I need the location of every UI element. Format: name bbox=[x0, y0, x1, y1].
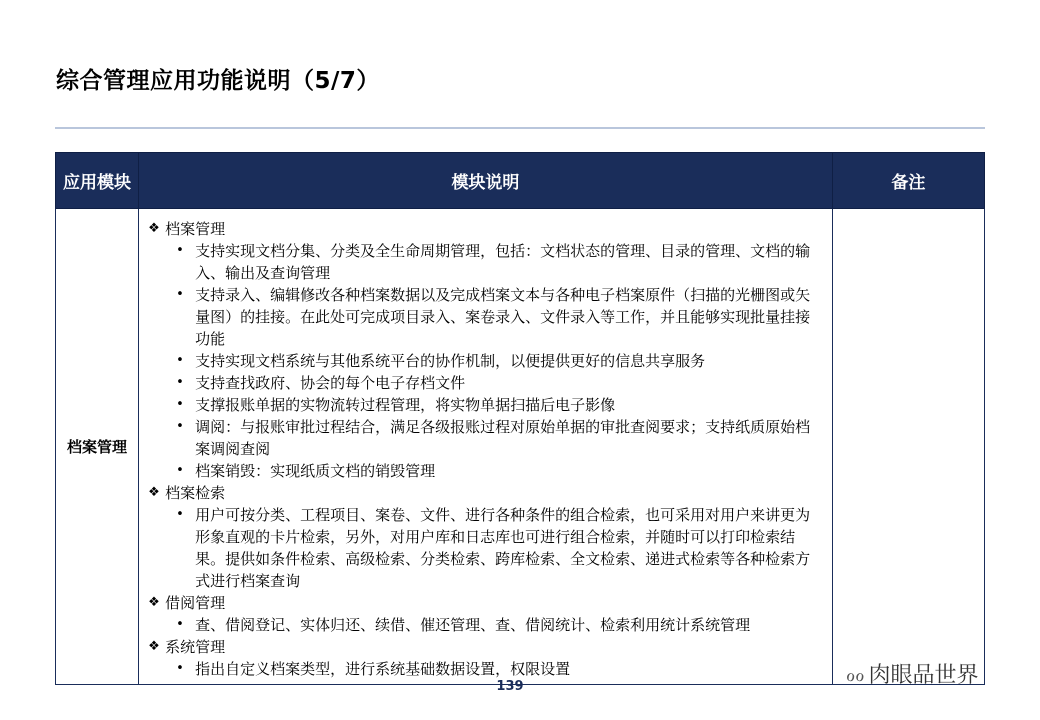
bullet-dot-icon: • bbox=[176, 463, 184, 478]
section-heading bbox=[148, 636, 822, 658]
section-heading-text: 档案检索 bbox=[165, 484, 226, 502]
list-item bbox=[176, 614, 822, 636]
diamond-bullet-icon: ❖ bbox=[148, 595, 160, 610]
bullet-dot-icon: • bbox=[176, 397, 184, 412]
diamond-bullet-icon: ❖ bbox=[148, 221, 160, 236]
diamond-bullet-icon: ❖ bbox=[148, 639, 160, 654]
list-item-text: 档案销毁：实现纸质文档的销毁管理 bbox=[195, 462, 436, 480]
bullet-list bbox=[148, 504, 822, 592]
list-item bbox=[176, 372, 822, 394]
section-heading-text: 系统管理 bbox=[165, 638, 226, 656]
watermark-text: 肉眼品世界 bbox=[868, 663, 979, 688]
bullet-list bbox=[148, 614, 822, 636]
list-item-text: 支持实现文档系统与其他系统平台的协作机制，以便提供更好的信息共享服务 bbox=[195, 352, 706, 370]
watermark bbox=[846, 658, 979, 689]
list-item-text: 用户可按分类、工程项目、案卷、文件、进行各种条件的组合检索，也可采用对用户来讲更为形象直观的卡片检索，另外，对用户库和日志库也可进行组合检索，并随时可以打印检索结果。提供如条件检索、高级检索、分类检索、跨库检索、全文检索、递进式检索等各种检索方式进行档案查询 bbox=[195, 506, 811, 590]
bullet-list bbox=[148, 658, 822, 680]
section-heading-text: 档案管理 bbox=[165, 220, 226, 238]
list-item-text: 支持录入、编辑修改各种档案数据以及完成档案文本与各种电子档案原件（扫描的光栅图或矢量图）的挂接。在此处可完成项目录入、案卷录入、文件录入等工作，并且能够实现批量挂接功能 bbox=[195, 286, 811, 348]
bullet-dot-icon: • bbox=[176, 353, 184, 368]
bullet-dot-icon: • bbox=[176, 661, 184, 676]
section-list bbox=[148, 218, 822, 680]
table-header-row bbox=[56, 153, 985, 209]
section bbox=[148, 592, 822, 636]
title-divider bbox=[55, 127, 985, 129]
module-name-cell: 档案管理 bbox=[56, 209, 139, 685]
section-heading bbox=[148, 218, 822, 240]
section bbox=[148, 482, 822, 592]
section bbox=[148, 218, 822, 482]
header-description: 模块说明 bbox=[139, 153, 833, 209]
list-item bbox=[176, 284, 822, 350]
header-remark: 备注 bbox=[832, 153, 984, 209]
list-item bbox=[176, 350, 822, 372]
list-item bbox=[176, 416, 822, 460]
list-item-text: 指出自定义档案类型，进行系统基础数据设置，权限设置 bbox=[195, 660, 571, 678]
remark-cell bbox=[832, 209, 984, 685]
list-item-text: 支持实现文档分集、分类及全生命周期管理，包括：文档状态的管理、目录的管理、文档的输入、输出及查询管理 bbox=[195, 242, 811, 282]
list-item-text: 支撑报账单据的实物流转过程管理，将实物单据扫描后电子影像 bbox=[195, 396, 616, 414]
list-item bbox=[176, 460, 822, 482]
module-description-cell bbox=[139, 209, 833, 685]
table-row bbox=[56, 209, 985, 685]
list-item bbox=[176, 240, 822, 284]
bullet-list bbox=[148, 240, 822, 482]
section-heading bbox=[148, 482, 822, 504]
bullet-dot-icon: • bbox=[176, 419, 184, 434]
section bbox=[148, 636, 822, 680]
list-item bbox=[176, 658, 822, 680]
bullet-dot-icon: • bbox=[176, 287, 184, 302]
function-table bbox=[55, 152, 985, 685]
header-module: 应用模块 bbox=[56, 153, 139, 209]
list-item-text: 调阅：与报账审批过程结合，满足各级报账过程对原始单据的审批查阅要求；支持纸质原始档案调阅查阅 bbox=[195, 418, 811, 458]
bullet-dot-icon: • bbox=[176, 507, 184, 522]
list-item-text: 支持查找政府、协会的每个电子存档文件 bbox=[195, 374, 466, 392]
bullet-dot-icon: • bbox=[176, 617, 184, 632]
list-item bbox=[176, 504, 822, 592]
list-item-text: 查、借阅登记、实体归还、续借、催还管理、查、借阅统计、检索利用统计系统管理 bbox=[195, 616, 751, 634]
section-heading bbox=[148, 592, 822, 614]
diamond-bullet-icon: ❖ bbox=[148, 485, 160, 500]
bullet-dot-icon: • bbox=[176, 375, 184, 390]
page-title: 综合管理应用功能说明（5/7） bbox=[56, 68, 380, 94]
page-number: 139 bbox=[496, 679, 524, 694]
list-item bbox=[176, 394, 822, 416]
wechat-icon: ℴℴ bbox=[846, 661, 865, 686]
bullet-dot-icon: • bbox=[176, 243, 184, 258]
section-heading-text: 借阅管理 bbox=[165, 594, 226, 612]
